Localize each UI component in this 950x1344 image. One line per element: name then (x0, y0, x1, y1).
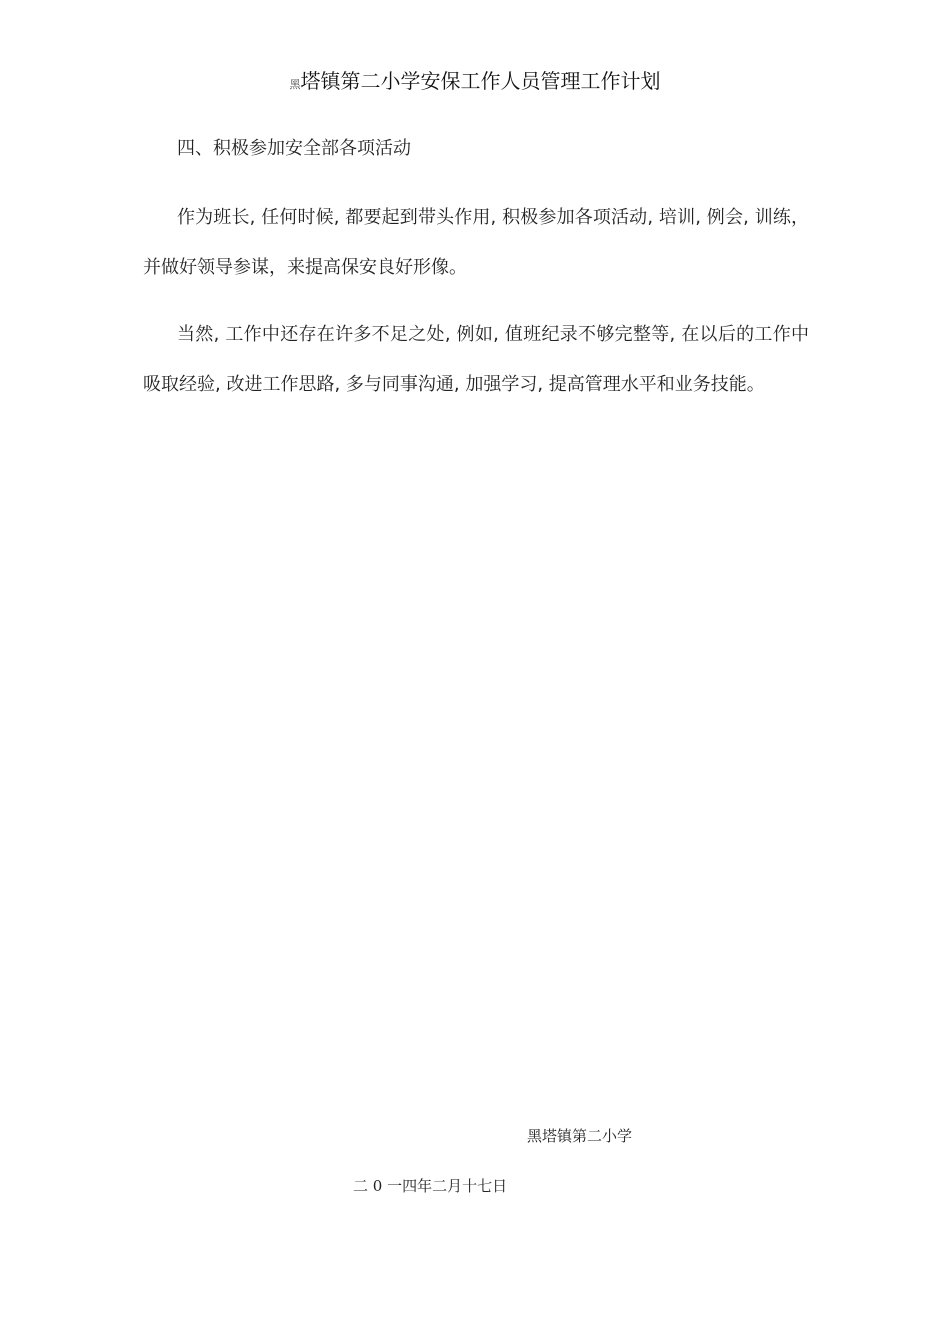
section-heading: 四、积极参加安全部各项活动 (177, 138, 411, 159)
paragraph-1: 作为班长, 任何时候, 都要起到带头作用, 积极参加各项活动, 培训, 例会, 训练，并做好领导参谋，来提高保安良好形像。 (143, 207, 809, 278)
signature: 黑塔镇第二小学 (527, 1127, 633, 1145)
title-prefix: 黑 (289, 78, 301, 91)
document-title (0, 66, 950, 100)
title-text: 塔镇第二小学安保工作人员管理工作计划 (300, 69, 661, 93)
paragraph-2: 当然, 工作中还存在许多不足之处, 例如, 值班纪录不够完整等, 在以后的工作中吸取经验, 改进工作思路, 多与同事沟通, 加强学习, 提高管理水平和业务技能。 (143, 324, 809, 395)
date: 二 0 一四年二月十七日 (353, 1177, 508, 1195)
